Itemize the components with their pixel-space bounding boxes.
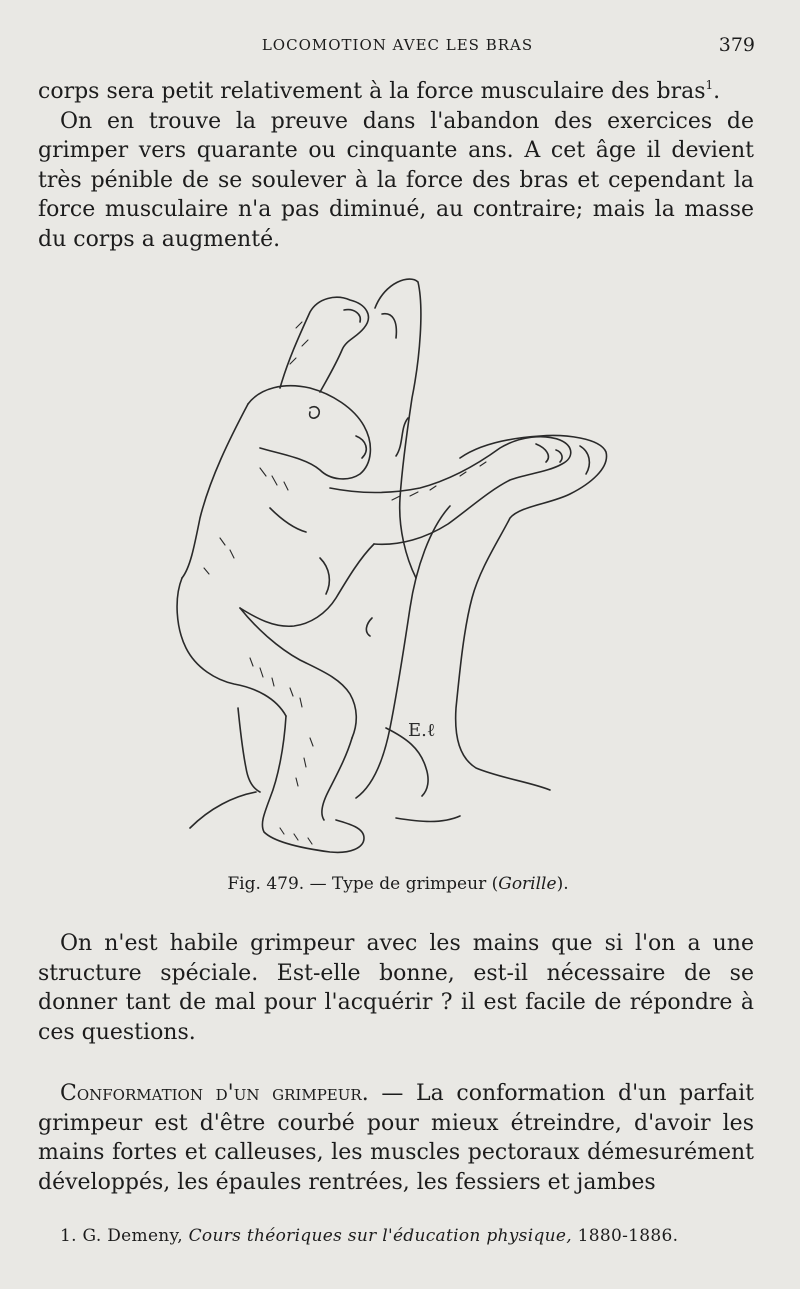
abdomen-detail — [320, 558, 329, 594]
raised-hand-fingers — [344, 310, 360, 322]
hip-outline — [177, 578, 286, 716]
raised-arm-hatching — [290, 322, 308, 364]
figure-caption-suffix: ). — [556, 874, 569, 894]
head-outline — [248, 386, 370, 479]
page-number: 379 — [718, 34, 755, 56]
footnote-ref: 1 — [705, 78, 714, 92]
rock-shadow-line — [396, 816, 460, 822]
thigh-outline — [240, 608, 356, 738]
rock-face-line — [356, 506, 450, 798]
paragraph-3 — [38, 1079, 754, 1197]
figure-caption-italic: Gorille — [498, 874, 557, 894]
section-heading: Conformation d'un grimpeur. — [60, 1081, 369, 1106]
footnote-number: 1. — [60, 1226, 77, 1246]
footnote — [60, 1226, 760, 1246]
extended-hand-fingers — [536, 444, 548, 462]
mouth-detail — [356, 436, 366, 458]
paragraph-1 — [38, 77, 754, 254]
paragraph-2-text: On n'est habile grimpeur avec les mains que si l'on a une structure spéciale. Est-elle bonne, est-il nécessaire de se donner tant de mal pour l'acquérir ? il est facile de répondre à ces questions. — [38, 931, 754, 1045]
footnote-author: G. Demeny, — [82, 1226, 183, 1246]
artist-signature: E.ℓ — [408, 720, 436, 741]
paragraph-3-text: — La conformation d'un parfait grimpeur est d'être courbé pour mieux étreindre, d'avoir les mains fortes et calleuses, les muscles pectoraux démesurément développés, les épaules rentrées, les fessiers et jambes — [38, 1081, 755, 1195]
rock-ledge-line — [456, 436, 607, 790]
rock-ledge-detail — [580, 446, 589, 474]
back-outline — [182, 404, 248, 578]
ear-detail — [310, 407, 320, 418]
footnote-title: Cours théoriques sur l'éducation physique, — [188, 1226, 572, 1246]
rock-pillar-detail — [382, 314, 396, 338]
rear-leg-outline — [238, 708, 260, 792]
belly-outline — [240, 544, 374, 626]
shin-outline — [322, 738, 352, 820]
figure-caption — [40, 874, 756, 894]
rock-mark — [366, 618, 372, 636]
paragraph-1-text: corps sera petit relativement à la force musculaire des bras — [38, 79, 706, 104]
gorilla-illustration — [160, 268, 630, 868]
chest-detail — [270, 508, 306, 532]
paragraph-1-end: . — [713, 79, 721, 104]
figure-caption-prefix: Fig. 479. — Type de grimpeur ( — [227, 874, 499, 894]
footnote-years: 1880-1886. — [577, 1226, 679, 1246]
paragraph-2 — [38, 929, 754, 1047]
ground-line — [190, 792, 256, 828]
running-head — [40, 34, 755, 60]
rock-pillar-line — [375, 279, 421, 578]
extended-hand-fingers-2 — [556, 450, 562, 462]
running-title: LOCOMOTION AVEC LES BRAS — [261, 36, 534, 54]
foot-outline — [262, 716, 364, 852]
fur-hatching — [204, 468, 313, 844]
paragraph-1b-text: On en trouve la preuve dans l'abandon des exercices de grimper vers quarante ou cinquante ans. A cet âge il devient très pénible de se soulever à la force des bras et cependant la force musculaire n'a pas diminué, au contraire; mais la masse du corps a augmenté. — [38, 108, 754, 252]
arm-hatching — [392, 462, 486, 500]
